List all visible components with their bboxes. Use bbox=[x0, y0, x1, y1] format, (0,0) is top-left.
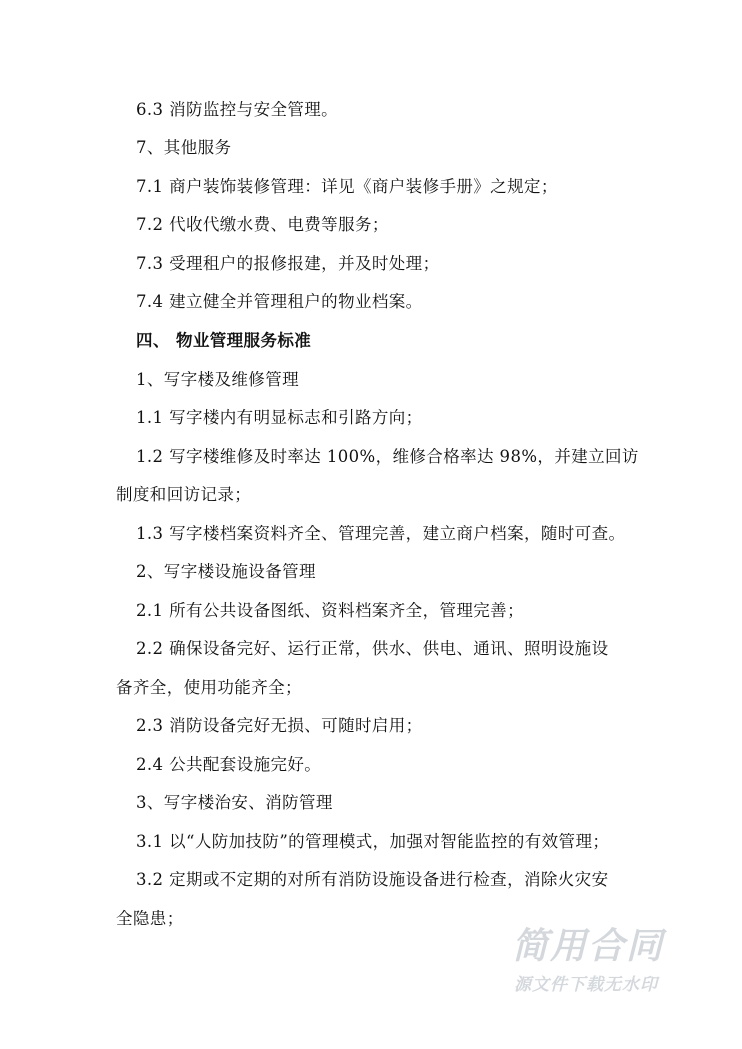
text-line: 7、其他服务 bbox=[136, 138, 232, 157]
text-line: 2.2 确保设备完好、运行正常，供水、供电、通讯、照明设施设 bbox=[136, 639, 609, 658]
section-heading: 四、 物业管理服务标准 bbox=[136, 331, 312, 350]
watermark-subtitle: 源文件下载无水印 bbox=[514, 975, 658, 995]
text-line: 3.1 以“人防加技防”的管理模式，加强对智能监控的有效管理； bbox=[136, 832, 610, 851]
watermark-logo: 简用合同 bbox=[512, 926, 665, 967]
text-line: 2.4 公共配套设施完好。 bbox=[136, 755, 322, 774]
text-line: 3、写字楼治安、消防管理 bbox=[136, 793, 333, 812]
text-line: 2、写字楼设施设备管理 bbox=[136, 562, 316, 581]
text-line: 1、写字楼及维修管理 bbox=[136, 370, 299, 389]
text-line: 7.3 受理租户的报修报建，并及时处理； bbox=[136, 254, 440, 273]
text-line: 1.2 写字楼维修及时率达 100%，维修合格率达 98%，并建立回访 bbox=[136, 447, 639, 466]
text-line: 1.3 写字楼档案资料齐全、管理完善，建立商户档案，随时可查。 bbox=[136, 524, 626, 543]
text-line: 7.2 代收代缴水费、电费等服务； bbox=[136, 215, 389, 234]
text-line: 3.2 定期或不定期的对所有消防设施设备进行检查，消除火灾安 bbox=[136, 870, 609, 889]
text-line: 6.3 消防监控与安全管理。 bbox=[136, 100, 339, 119]
text-line: 备齐全，使用功能齐全； bbox=[116, 678, 302, 697]
text-line: 制度和回访记录； bbox=[116, 485, 252, 504]
text-line: 7.1 商户装饰装修管理：详见《商户装修手册》之规定； bbox=[136, 177, 558, 196]
text-line: 1.1 写字楼内有明显标志和引路方向； bbox=[136, 408, 423, 427]
text-line: 2.1 所有公共设备图纸、资料档案齐全，管理完善； bbox=[136, 601, 524, 620]
text-line: 2.3 消防设备完好无损、可随时启用； bbox=[136, 716, 423, 735]
text-line: 全隐患； bbox=[116, 909, 184, 928]
text-line: 7.4 建立健全并管理租户的物业档案。 bbox=[136, 292, 423, 311]
